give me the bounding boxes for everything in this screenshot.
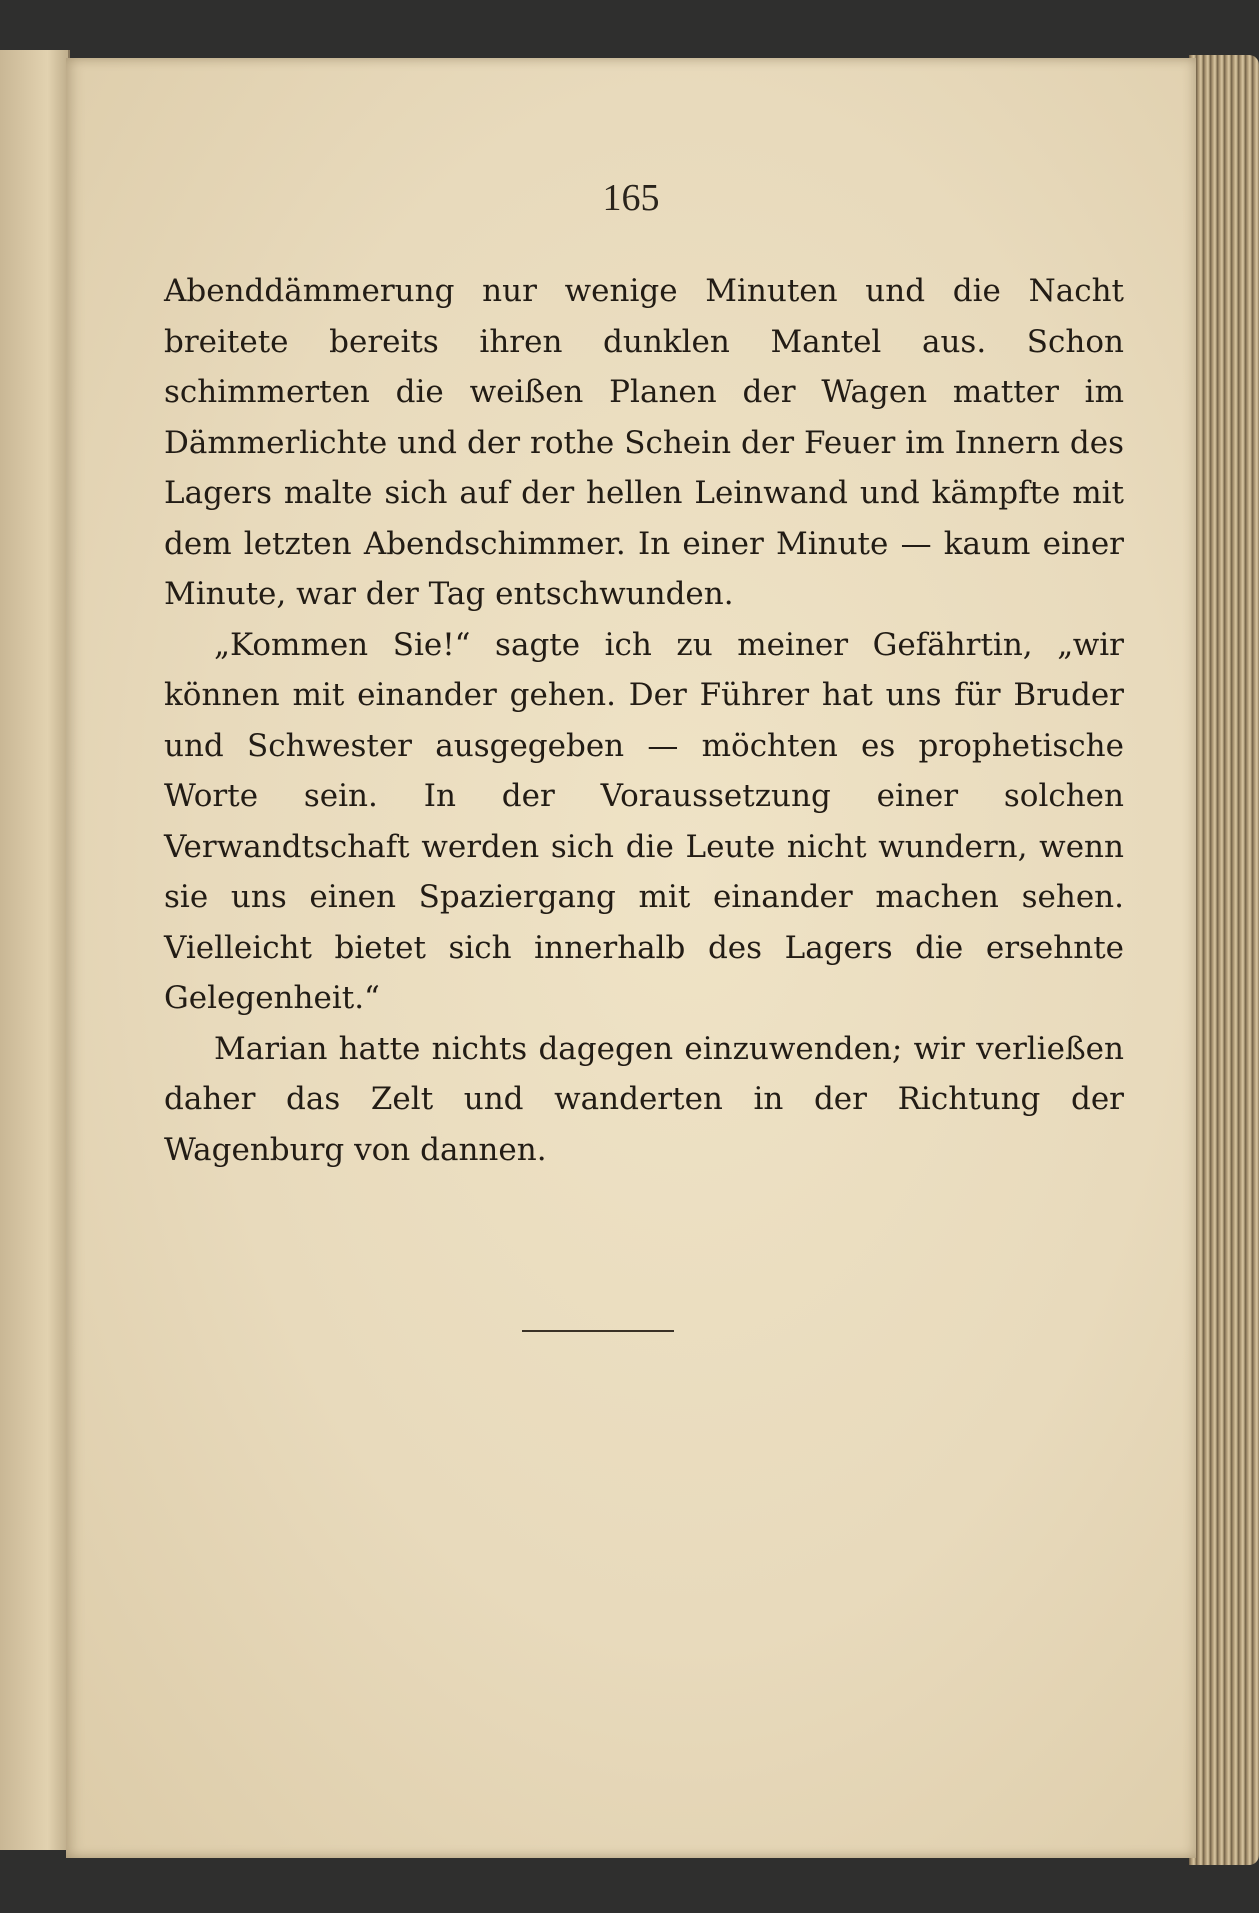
page-number: 165	[602, 177, 660, 219]
facing-page-edge	[0, 50, 70, 1850]
book-page	[66, 58, 1196, 1858]
paragraph-1: Abenddämmerung nur wenige Minuten und die Nacht breitete bereits ihren dunklen Mantel aus. Schon schimmerten die weißen Planen der Wagen matter im Dämmerlichte und der rothe Schein der Feuer im Innern des Lagers malte sich auf der hellen Leinwand und kämpfte mit dem letzten Abendschimmer. In einer Minute — kaum einer Minute, war der Tag entschwunden.	[164, 273, 1124, 612]
body-text	[164, 266, 1124, 1175]
paragraph-3: Marian hatte nichts dagegen einzuwenden; wir verließen daher das Zelt und wanderten in der Richtung der Wagenburg von dannen.	[164, 1030, 1124, 1168]
book-page-edges	[1189, 55, 1259, 1865]
paragraph-2: „Kommen Sie!“ sagte ich zu meiner Gefährtin, „wir können mit einander gehen. Der Führer hat uns für Bruder und Schwester ausgegeben — möchten es prophetische Worte sein. In der Voraussetzung einer solchen Verwandtschaft werden sich die Leute nicht wundern, wenn sie uns einen Spaziergang mit einander machen sehen. Vielleicht bietet sich innerhalb des Lagers die ersehnte Gelegenheit.“	[164, 626, 1124, 1016]
section-divider-rule	[522, 1330, 674, 1332]
